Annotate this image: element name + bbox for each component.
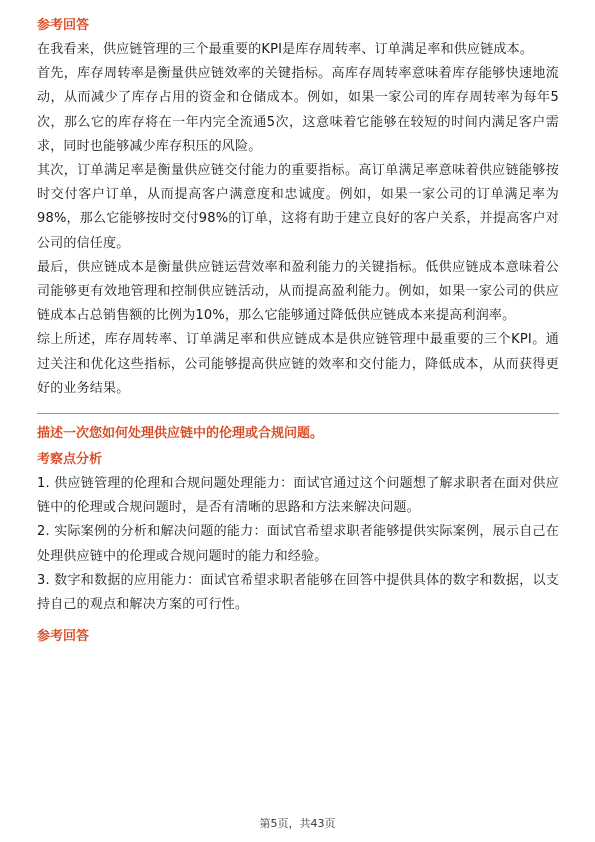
answer-paragraph: 最后，供应链成本是衡量供应链运营效率和盈利能力的关键指标。低供应链成本意味着公司能够更有效地管理和控制供应链活动，从而提高盈利能力。例如，如果一家公司的供应链成本占总销售额的比例为10%，那么它能够通过降低供应链成本来提高利润率。 (37, 259, 559, 324)
section-divider (37, 413, 559, 414)
reference-answer-heading: 参考回答 (37, 18, 90, 33)
question-section (37, 422, 559, 649)
answer-paragraph: 首先，库存周转率是衡量供应链效率的关键指标。高库存周转率意味着库存能够快速地流动，从而减少了库存占用的资金和仓储成本。例如，如果一家公司的库存周转率为每年5次，那么它的库存将在一年内完全流通5次，这意味着它能够在较短的时间内满足客户需求，同时也能够减少库存积压的风险。 (37, 66, 559, 154)
analysis-point: 1. 供应链管理的伦理和合规问题处理能力：面试官通过这个问题想了解求职者在面对供应链中的伦理或合规问题时，是否有清晰的思路和方法来解决问题。 (37, 476, 559, 516)
analysis-heading: 考察点分析 (37, 452, 103, 468)
question-title: 描述一次您如何处理供应链中的伦理或合规问题。 (37, 426, 324, 442)
spacer (37, 617, 559, 625)
document-page (37, 14, 559, 649)
answer-paragraph: 综上所述，库存周转率、订单满足率和供应链成本是供应链管理中最重要的三个KPI。通过关注和优化这些指标，公司能够提高供应链的效率和交付能力，降低成本，从而获得更好的业务结果。 (37, 332, 559, 396)
reference-answer-heading-2: 参考回答 (37, 629, 90, 645)
answer-paragraph: 其次，订单满足率是衡量供应链交付能力的重要指标。高订单满足率意味着供应链能够按时交付客户订单，从而提高客户满意度和忠诚度。例如，如果一家公司的订单满足率为98%，那么它能够按时交付98%的订单，这将有助于建立良好的客户关系，并提高客户对公司的信任度。 (37, 163, 559, 251)
analysis-point: 3. 数字和数据的应用能力：面试官希望求职者能够在回答中提供具体的数字和数据，以支持自己的观点和解决方案的可行性。 (37, 572, 559, 613)
answer-paragraph: 在我看来，供应链管理的三个最重要的KPI是库存周转率、订单满足率和供应链成本。 (37, 42, 533, 57)
answer-section (37, 14, 559, 401)
analysis-point: 2. 实际案例的分析和解决问题的能力：面试官希望求职者能够提供实际案例，展示自己在处理供应链中的伦理或合规问题时的能力和经验。 (37, 524, 559, 564)
page-number: 第5页，共43页 (259, 817, 336, 830)
